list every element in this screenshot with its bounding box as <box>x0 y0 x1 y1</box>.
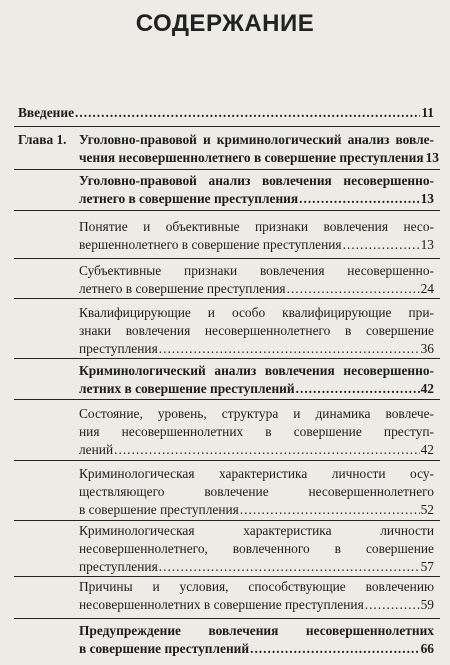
toc-entry-subsection <box>79 304 434 358</box>
toc-entry-intro <box>18 104 434 122</box>
divider <box>14 460 440 461</box>
divider <box>14 358 440 359</box>
divider <box>14 520 440 521</box>
toc-entry-line: Криминологическая характеристика личности <box>79 523 434 538</box>
toc-entry-line: летнего в совершение преступления <box>79 281 286 296</box>
toc-entry-line: Субъективные признаки вовлечения несовершенно- <box>79 263 434 278</box>
toc-entry-chapter-1 <box>79 131 439 167</box>
toc-entry-line: Криминологическая характеристика личности осу- <box>79 466 434 481</box>
toc-entry-line: Квалифицирующие и особо квалифицирующие при- <box>79 305 434 320</box>
toc-entry-line: летних в совершение преступлений <box>79 381 295 396</box>
leader-dots <box>296 380 420 398</box>
toc-entry-subsection <box>79 465 434 519</box>
toc-entry-line: несовершеннолетнего, вовлеченного в совершение <box>79 541 434 556</box>
toc-entry-line: летнего в совершение преступления <box>79 191 299 206</box>
toc-entry-line: несовершеннолетних в совершение преступления <box>79 597 364 612</box>
toc-entry-line: вершеннолетнего в совершение преступления <box>79 237 342 252</box>
leader-dots <box>114 441 419 459</box>
toc-page-number: 57 <box>420 559 434 574</box>
toc-entry-subsection <box>79 405 434 459</box>
toc-page-number: 52 <box>420 502 434 517</box>
toc-entry-line: Уголовно-правовой анализ вовлечения несовершенно- <box>79 173 434 188</box>
divider <box>14 258 440 259</box>
leader-dots <box>299 190 419 208</box>
toc-entry-line: преступления <box>79 559 158 574</box>
leader-dots <box>159 340 420 358</box>
toc-entry-line: ния несовершеннолетних в совершение преступ- <box>79 424 434 439</box>
divider <box>14 126 440 127</box>
toc-entry-section <box>79 172 434 208</box>
toc-page-number: 13 <box>420 237 434 252</box>
leader-dots <box>75 104 420 122</box>
leader-dots <box>287 280 420 298</box>
toc-entry-line: Понятие и объективные признаки вовлечения несо- <box>79 219 434 234</box>
toc-entry-subsection <box>79 578 434 614</box>
toc-page-number: 24 <box>420 281 434 296</box>
toc-page-number: 59 <box>420 597 434 612</box>
toc-entry-line: чения несовершеннолетнего в совершение преступления <box>79 150 424 165</box>
divider <box>14 576 440 577</box>
toc-page-number: 13 <box>420 191 434 206</box>
toc-entry-subsection <box>79 262 434 298</box>
toc-entry-line: в совершение преступления <box>79 502 239 517</box>
toc-entry-section <box>79 622 434 658</box>
leader-dots <box>343 236 420 254</box>
toc-entry-subsection <box>79 522 434 576</box>
divider <box>14 618 440 619</box>
toc-page-number: 42 <box>420 442 434 457</box>
chapter-number: Глава 1. <box>18 132 67 147</box>
toc-entry-line: Уголовно-правовой и криминологический анализ вовле- <box>79 132 434 147</box>
page-title: СОДЕРЖАНИЕ <box>135 10 315 37</box>
leader-dots <box>240 501 420 519</box>
toc-entry-line: Состояние, уровень, структура и динамика вовлече- <box>79 406 434 421</box>
leader-dots <box>159 558 420 576</box>
toc-entry-line: лений <box>79 442 114 457</box>
toc-entry-line: Криминологический анализ вовлечения несовершенно- <box>79 363 434 378</box>
toc-entry-line: знаки вовлечения несовершеннолетнего в совершение <box>79 323 434 338</box>
leader-dots <box>365 596 420 614</box>
divider <box>14 169 440 170</box>
toc-page-number: 13 <box>425 150 439 165</box>
toc-entry-line: Причины и условия, способствующие вовлечению <box>79 579 434 594</box>
toc-entry-section <box>79 362 434 398</box>
divider <box>14 210 440 211</box>
toc-entry-label: Введение <box>18 105 75 120</box>
toc-entry-line: Предупреждение вовлечения несовершеннолетних <box>79 623 434 638</box>
toc-entry-line: ществляющего вовлечение несовершеннолетнего <box>79 484 434 499</box>
leader-dots <box>250 640 420 658</box>
divider <box>14 399 440 400</box>
toc-entry-line: преступления <box>79 341 158 356</box>
toc-page-number: 36 <box>420 341 434 356</box>
toc-entry-subsection <box>79 218 434 254</box>
toc-page-number: 42 <box>420 381 434 396</box>
divider <box>14 298 440 299</box>
toc-page-number: 66 <box>420 641 434 656</box>
toc-entry-line: в совершение преступлений <box>79 641 250 656</box>
toc-page-number: 11 <box>421 105 434 120</box>
